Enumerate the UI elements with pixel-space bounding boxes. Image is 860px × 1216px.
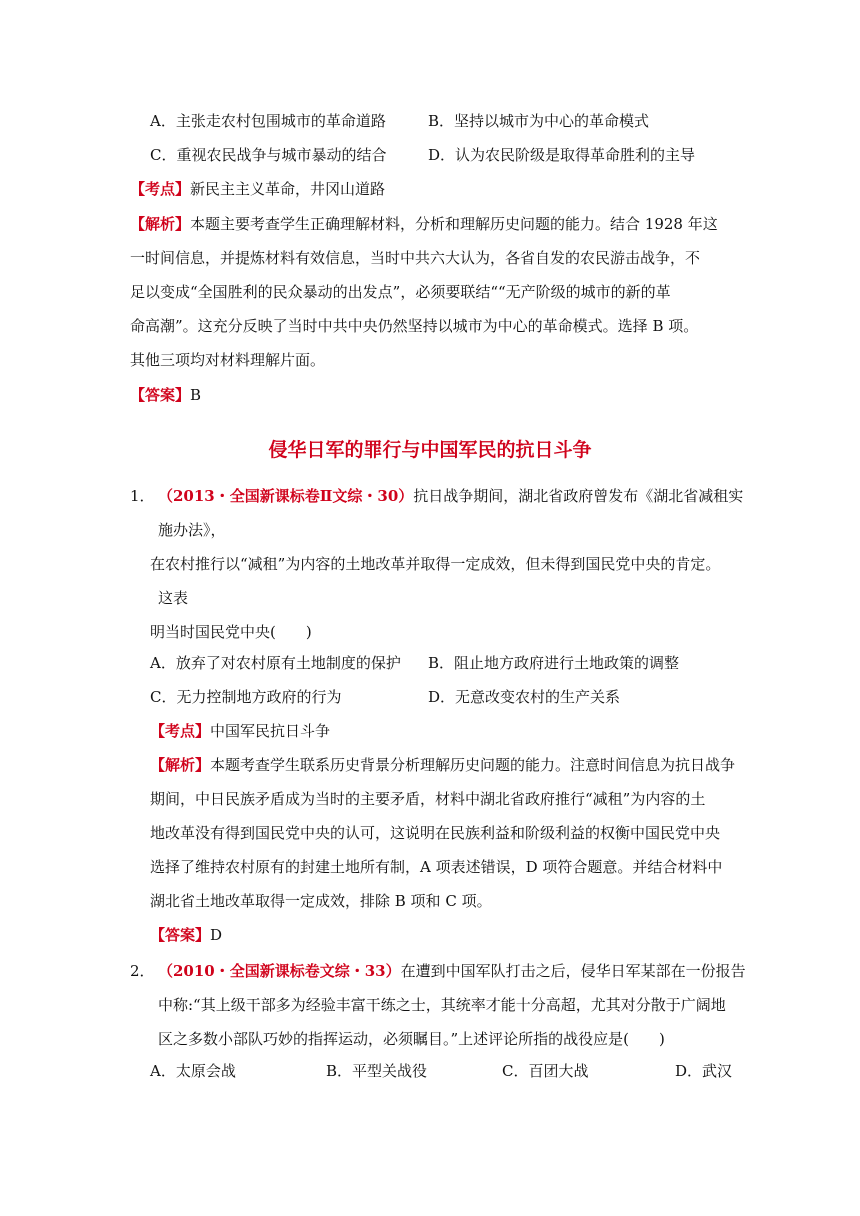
q0-answer [130,384,201,406]
q1-source: （2013・全国新课标卷Ⅱ文综・30） [158,487,414,505]
q1-option-d: D．无意改变农村的生产关系 [428,688,621,706]
q0-jiexi-line-2: 一时间信息，并提炼材料有效信息，当时中共六大认为，各省自发的农民游击战争，不 [130,249,701,267]
q2-source: （2010・全国新课标卷文综・33） [158,962,401,980]
q2-option-d: D．武汉 [675,1062,733,1080]
q1-option-c: C．无力控制地方政府的行为 [150,688,342,706]
q2-stem-line-2: 中称:“其上级干部多为经验丰富干练之士，其统率才能十分高超，尤其对分散于广阔地 [158,996,726,1014]
q1-jiexi-line-3: 地改革没有得到国民党中央的认可，这说明在民族利益和阶级利益的权衡中国民党中央 [150,824,721,842]
answer-tag: 【答案】 [150,926,211,944]
jiexi-tag: 【解析】 [150,756,211,774]
q1-stem-text: 抗日战争期间，湖北省政府曾发布《湖北省减租实 [413,487,744,505]
q1-stem-line-1 [158,485,743,507]
q0-jiexi-line-1 [130,213,718,235]
q1-option-b: B．阻止地方政府进行土地政策的调整 [428,654,680,672]
kaodian-text: 新民主主义革命，井冈山道路 [190,180,386,198]
q1-jiexi-line-2: 期间，中日民族矛盾成为当时的主要矛盾，材料中湖北省政府推行“减租”为内容的土 [150,790,706,808]
kaodian-tag: 【考点】 [130,180,191,198]
q0-jiexi-line-3: 足以变成“全国胜利的民众暴动的出发点”，必须要联结““无产阶级的城市的新的革 [130,283,671,301]
q1-kaodian [150,720,330,742]
q0-option-c: C．重视农民战争与城市暴动的结合 [150,146,387,164]
q2-stem-text: 在遭到中国军队打击之后，侵华日军某部在一份报告 [400,962,746,980]
q1-jiexi-line-4: 选择了维持农村原有的封建土地所有制，A 项表述错误，D 项符合题意。并结合材料中 [150,858,723,876]
q2-option-c: C．百团大战 [502,1062,589,1080]
q0-option-b: B．坚持以城市为中心的革命模式 [428,112,650,130]
q0-jiexi-line-5: 其他三项均对材料理解片面。 [130,351,326,369]
q1-stem-line-4: 这表 [158,589,189,607]
q1-option-a: A．放弃了对农村原有土地制度的保护 [150,654,401,672]
q1-stem-line-2: 施办法》， [158,521,226,539]
answer-value: B [190,386,202,404]
q0-option-d: D．认为农民阶级是取得革命胜利的主导 [428,146,696,164]
answer-value: D [210,926,223,944]
q2-option-b: B．平型关战役 [326,1062,428,1080]
kaodian-tag: 【考点】 [150,722,211,740]
q0-option-a: A．主张走农村包围城市的革命道路 [150,112,386,130]
q0-kaodian [130,178,385,200]
q0-jiexi-line-4: 命高潮”。这充分反映了当时中共中央仍然坚持以城市为中心的革命模式。选择 B 项。 [130,317,699,335]
q2-option-a: A．太原会战 [150,1062,236,1080]
q1-jiexi-line-1 [150,754,735,776]
q1-stem-line-3: 在农村推行以“减租”为内容的土地改革并取得一定成效，但未得到国民党中央的肯定。 [150,555,721,573]
q2-number: 2． [130,962,155,980]
answer-tag: 【答案】 [130,386,191,404]
q2-stem-line-3: 区之多数小部队巧妙的指挥运动，必须瞩目。”上述评论所指的战役应是( ) [158,1030,665,1048]
section-title: 侵华日军的罪行与中国军民的抗日斗争 [268,439,592,461]
jiexi-tag: 【解析】 [130,215,191,233]
jiexi-text: 本题考查学生联系历史背景分析理解历史问题的能力。注意时间信息为抗日战争 [210,756,736,774]
q1-jiexi-line-5: 湖北省土地改革取得一定成效，排除 B 项和 C 项。 [150,892,492,910]
kaodian-text: 中国军民抗日斗争 [210,722,331,740]
q1-number: 1． [130,487,155,505]
q1-answer [150,924,222,946]
q2-stem-line-1 [158,960,746,982]
q1-stem-line-5: 明当时国民党中央( ) [150,623,312,641]
jiexi-text: 本题主要考查学生正确理解材料，分析和理解历史问题的能力。结合 1928 年这 [190,215,718,233]
